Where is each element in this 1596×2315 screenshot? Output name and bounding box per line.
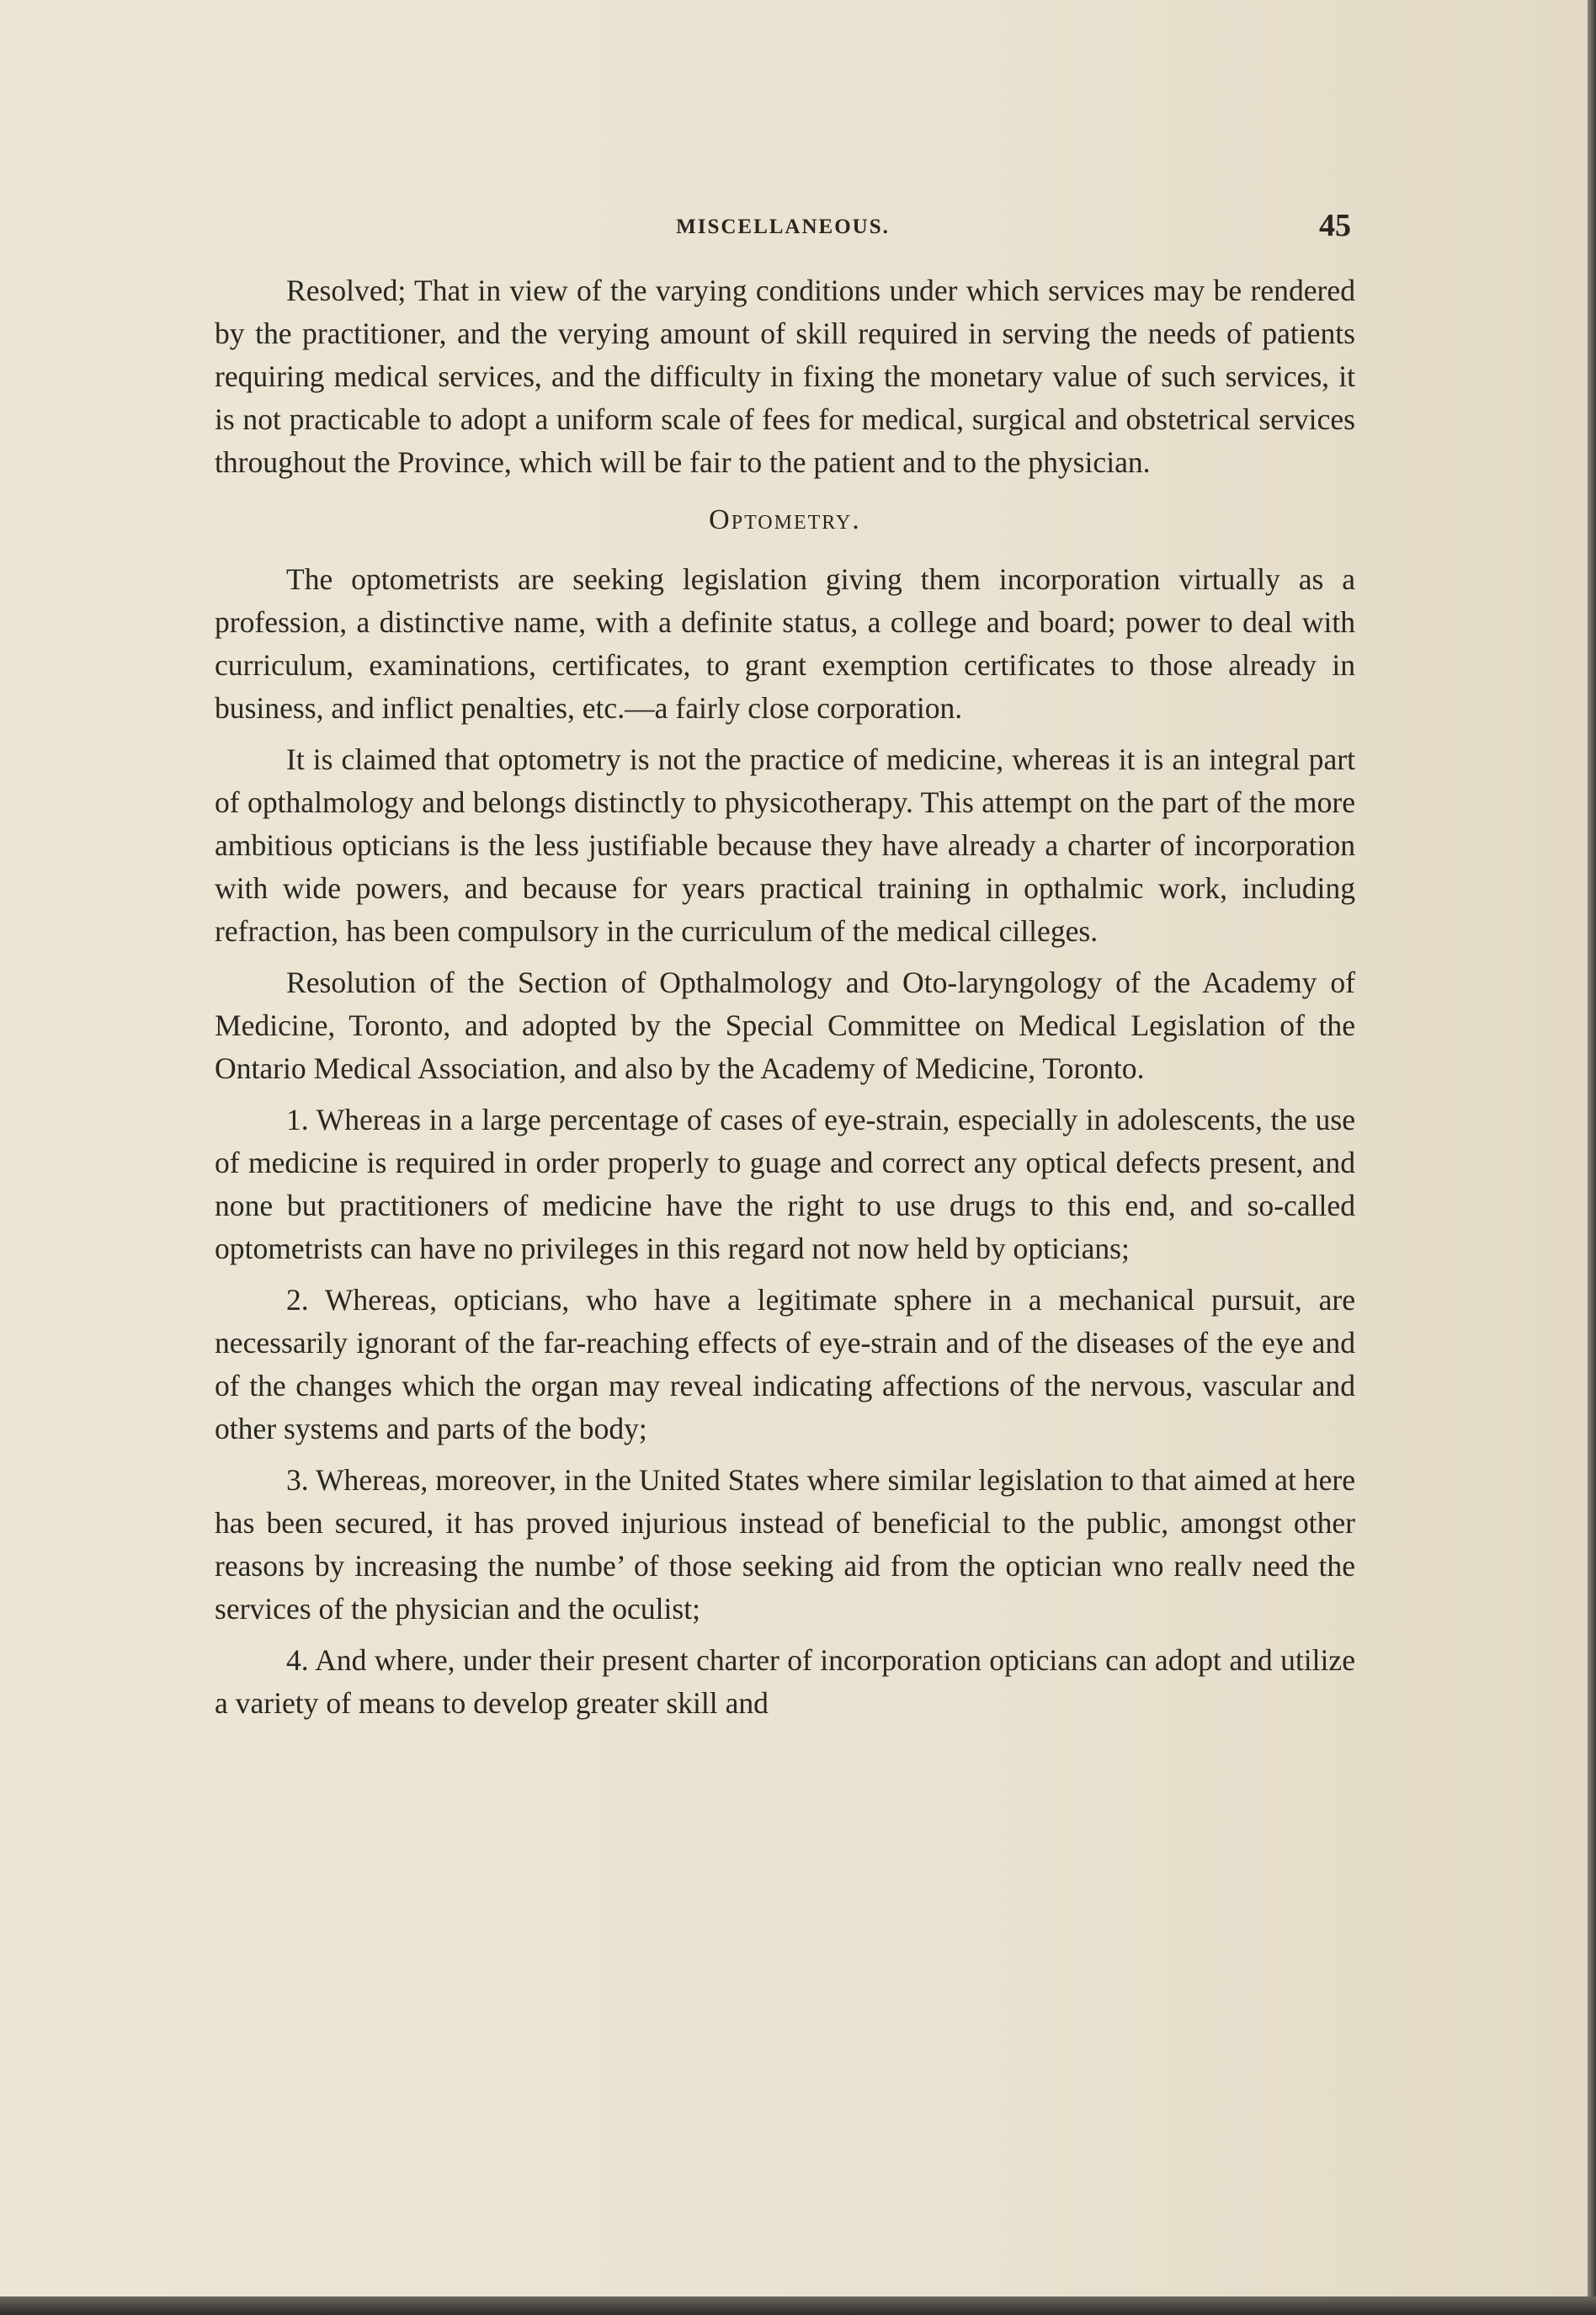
- page-bottom-shadow: [0, 2296, 1596, 2315]
- paragraph-resolution: Resolution of the Section of Opthalmology and Oto-laryngology of the Academy of Medicine, Toronto, and adopted by the Special Committee on Medical Legislation of the Ontario Medical Association, and also by the Academy of Medicine, Toronto.: [215, 966, 1355, 1085]
- page-header: [215, 207, 1351, 249]
- paragraph-whereas-1: 1. Whereas in a large percentage of cases of eye-strain, especially in adolescents, the use of medicine is required in order properly to guage and correct any optical defects present, and none but practitioners of medicine have the right to use drugs to this end, and so-called optometrists can have no privileges in this regard not now held by opticians;: [215, 1103, 1355, 1265]
- paragraph-optometrists: The optometrists are seeking legislation giving them incorporation virtually as a profession, a distinctive name, with a definite status, a college and board; power to deal with curriculum, examinations, certificates, to grant exemption certificates to those already in business, and inflict penalties, etc.—a fairly close corporation.: [215, 562, 1355, 725]
- body-text: [215, 269, 1355, 1733]
- section-heading: Optometry.: [709, 504, 861, 535]
- paragraph-whereas-4: 4. And where, under their present charter of incorporation opticians can adopt and utilize a variety of means to develop greater skill and: [215, 1643, 1355, 1720]
- paragraph-whereas-3: 3. Whereas, moreover, in the United States where similar legislation to that aimed at here has been secured, it has proved injurious instead of beneficial to the public, amongst other reasons by increasing the numbe’ of those seeking aid from the optician wno reallv need the services of the physician and the oculist;: [215, 1463, 1355, 1626]
- page-number: 45: [1319, 208, 1351, 243]
- paragraph-claimed: It is claimed that optometry is not the practice of medicine, whereas it is an integral part of opthalmology and belongs distinctly to physicotherapy. This attempt on the part of the more ambitious opticians is the less justifiable because they have already a charter of incorporation with wide powers, and because for years practical training in opthalmic work, including refraction, has been compulsory in the curriculum of the medical cilleges.: [215, 742, 1355, 948]
- paragraph-resolved: Resolved; That in view of the varying conditions under which services may be rendered by the practitioner, and the verying amount of skill required in serving the needs of patients requiring medical services, and the difficulty in fixing the monetary value of such services, it is not practicable to adopt a uniform scale of fees for medical, surgical and obstetrical services throughout the Province, which will be fair to the patient and to the physician.: [215, 274, 1355, 479]
- running-head: MISCELLANEOUS.: [676, 216, 890, 238]
- page-edge-shadow: [1588, 0, 1596, 2315]
- paragraph-whereas-2: 2. Whereas, opticians, who have a legitimate sphere in a mechanical pursuit, are necessarily ignorant of the far-reaching effects of eye-strain and of the diseases of the eye and of the changes which the organ may reveal indicating affections of the nervous, vascular and other systems and parts of the body;: [215, 1283, 1355, 1445]
